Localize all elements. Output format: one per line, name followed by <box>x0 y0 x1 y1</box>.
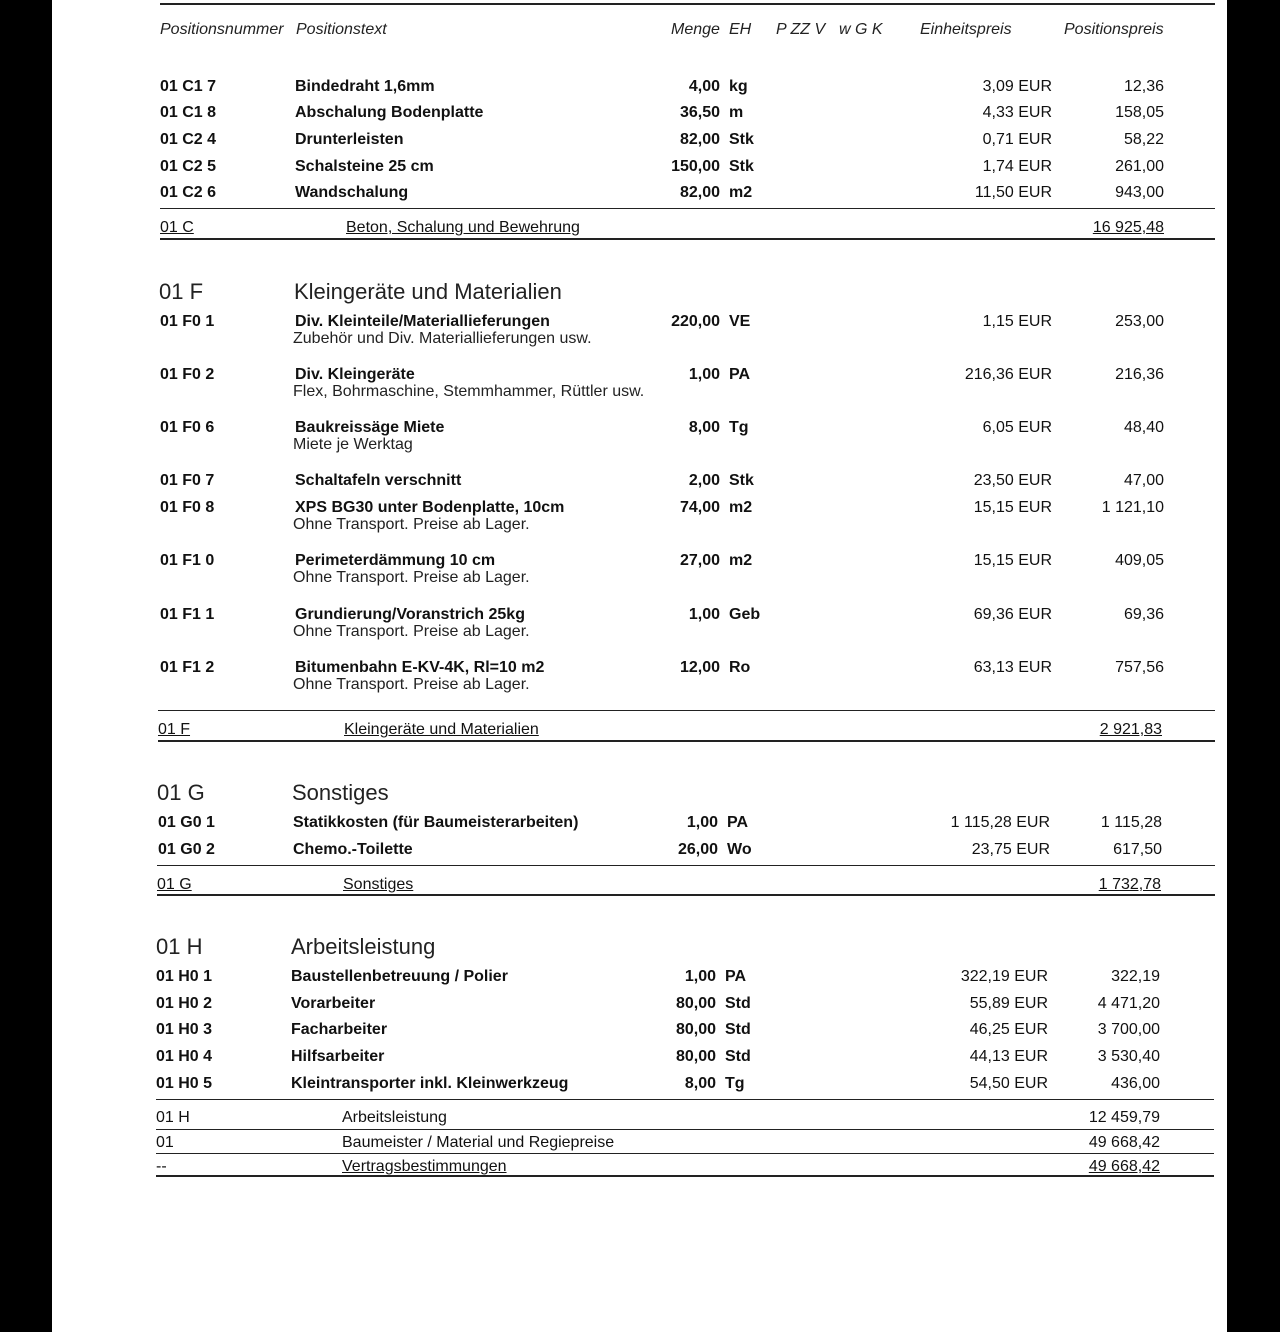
position-number: 01 G0 2 <box>158 841 215 858</box>
position-unit: kg <box>729 78 748 95</box>
position-unit: Geb <box>729 606 761 623</box>
position-subtext: Ohne Transport. Preise ab Lager. <box>293 569 530 586</box>
position-number: 01 G0 1 <box>158 814 215 831</box>
position-unit: Tg <box>725 1075 745 1092</box>
position-unit: PA <box>725 968 747 985</box>
position-title: Hilfsarbeiter <box>291 1048 385 1065</box>
position-title: Bitumenbahn E-KV-4K, Rl=10 m2 <box>295 659 545 676</box>
subtotal-code: 01 C <box>160 219 194 236</box>
position-title: Div. Kleinteile/Materiallieferungen <box>295 313 550 330</box>
position-unit: PA <box>729 366 751 383</box>
position-unit-price: 23,75 EUR <box>971 841 1050 858</box>
group-code: 01 F <box>159 279 204 304</box>
subtotal-underline <box>160 238 1215 240</box>
position-total: 617,50 <box>1113 841 1162 858</box>
position-quantity: 220,00 <box>671 313 720 330</box>
position-quantity: 26,00 <box>677 841 718 858</box>
subtotal-label: Kleingeräte und Materialien <box>344 721 539 738</box>
subtotal-amount: 1 732,78 <box>1098 876 1161 893</box>
position-unit-price: 55,89 EUR <box>969 995 1048 1012</box>
position-unit-price: 69,36 EUR <box>973 606 1052 623</box>
position-total: 261,00 <box>1115 158 1164 175</box>
position-total: 12,36 <box>1123 78 1164 95</box>
position-unit: m2 <box>729 499 753 516</box>
position-title: Vorarbeiter <box>291 995 376 1012</box>
position-total: 3 530,40 <box>1097 1048 1160 1065</box>
group-code: 01 H <box>156 934 203 959</box>
position-quantity: 1,00 <box>688 366 720 383</box>
subtotal-label: Beton, Schalung und Bewehrung <box>346 219 580 236</box>
position-total: 322,19 <box>1111 968 1160 985</box>
position-unit: Ro <box>729 659 751 676</box>
position-unit-price: 0,71 EUR <box>982 131 1052 148</box>
position-total: 47,00 <box>1123 472 1164 489</box>
header-eh: EH <box>729 21 752 38</box>
position-quantity: 1,00 <box>686 814 718 831</box>
header-einheitspreis: Einheitspreis <box>920 21 1012 38</box>
position-subtext: Ohne Transport. Preise ab Lager. <box>293 623 530 640</box>
position-number: 01 C2 5 <box>160 158 217 175</box>
document-page <box>52 0 1227 1332</box>
position-unit-price: 15,15 EUR <box>973 499 1052 516</box>
final-rule <box>156 1175 1214 1177</box>
position-unit-price: 1,15 EUR <box>982 313 1052 330</box>
position-unit: Tg <box>729 419 749 436</box>
position-unit: Stk <box>729 472 754 489</box>
group-title: Arbeitsleistung <box>291 934 436 959</box>
position-unit: m2 <box>729 184 753 201</box>
position-total: 253,00 <box>1115 313 1164 330</box>
position-number: 01 F0 1 <box>160 313 215 330</box>
subtotal-amount: 12 459,79 <box>1088 1109 1160 1126</box>
position-total: 436,00 <box>1111 1075 1160 1092</box>
position-unit-price: 4,33 EUR <box>982 104 1052 121</box>
position-unit-price: 23,50 EUR <box>973 472 1052 489</box>
position-title: Chemo.-Toilette <box>293 841 413 858</box>
position-total: 69,36 <box>1123 606 1164 623</box>
position-number: 01 F0 8 <box>160 499 215 516</box>
position-subtext: Zubehör und Div. Materiallieferungen usw. <box>293 330 592 347</box>
position-unit: Std <box>725 995 751 1012</box>
subtotal-code: 01 H <box>156 1109 190 1126</box>
subtotal-rule <box>157 865 1215 866</box>
position-number: 01 H0 5 <box>156 1075 213 1092</box>
position-subtext: Ohne Transport. Preise ab Lager. <box>293 676 530 693</box>
position-subtext: Ohne Transport. Preise ab Lager. <box>293 516 530 533</box>
position-title: Kleintransporter inkl. Kleinwerkzeug <box>291 1075 569 1092</box>
position-number: 01 F1 2 <box>160 659 215 676</box>
group-title: Sonstiges <box>292 780 389 805</box>
subtotal-rule <box>158 710 1215 711</box>
position-total: 216,36 <box>1115 366 1164 383</box>
position-unit: Stk <box>729 131 754 148</box>
position-quantity: 36,50 <box>679 104 720 121</box>
position-quantity: 74,00 <box>679 499 720 516</box>
subtotal-label: Arbeitsleistung <box>342 1109 447 1126</box>
subtotal-code: 01 F <box>158 721 191 738</box>
position-title: Drunterleisten <box>295 131 404 148</box>
subtotal-rule <box>156 1099 1214 1100</box>
header-positionstext: Positionstext <box>296 21 387 38</box>
position-quantity: 27,00 <box>679 552 720 569</box>
header-positionsnummer: Positionsnummer <box>160 21 284 38</box>
position-title: Abschalung Bodenplatte <box>295 104 484 121</box>
subtotal-underline <box>157 894 1215 896</box>
position-total: 58,22 <box>1123 131 1164 148</box>
position-title: Baustellenbetreuung / Polier <box>291 968 508 985</box>
position-total: 4 471,20 <box>1097 995 1160 1012</box>
position-title: Wandschalung <box>295 184 409 201</box>
position-title: Facharbeiter <box>291 1021 388 1038</box>
position-total: 1 121,10 <box>1101 499 1164 516</box>
position-total: 3 700,00 <box>1097 1021 1160 1038</box>
subtotal-amount: 49 668,42 <box>1088 1158 1160 1175</box>
position-title: Grundierung/Voranstrich 25kg <box>295 606 525 623</box>
subtotal-amount: 2 921,83 <box>1099 721 1162 738</box>
group-title: Kleingeräte und Materialien <box>294 279 562 304</box>
subtotal-code: 01 G <box>157 876 192 893</box>
position-quantity: 80,00 <box>675 1048 716 1065</box>
subtotal-label: Vertragsbestimmungen <box>342 1158 507 1175</box>
position-number: 01 F0 6 <box>160 419 215 436</box>
position-unit-price: 11,50 EUR <box>974 184 1052 201</box>
position-unit: Wo <box>727 841 752 858</box>
position-total: 158,05 <box>1115 104 1164 121</box>
position-unit-price: 15,15 EUR <box>973 552 1052 569</box>
position-number: 01 F0 7 <box>160 472 215 489</box>
position-title: Schalsteine 25 cm <box>295 158 434 175</box>
position-total: 1 115,28 <box>1100 814 1162 831</box>
position-quantity: 8,00 <box>688 419 720 436</box>
position-unit: VE <box>729 313 751 330</box>
position-number: 01 C1 7 <box>160 78 217 95</box>
position-unit: PA <box>727 814 749 831</box>
position-title: Baukreissäge Miete <box>295 419 445 436</box>
position-unit: Std <box>725 1021 751 1038</box>
position-unit-price: 63,13 EUR <box>973 659 1052 676</box>
position-quantity: 4,00 <box>688 78 720 95</box>
position-unit-price: 54,50 EUR <box>969 1075 1048 1092</box>
position-unit-price: 322,19 EUR <box>960 968 1048 985</box>
group-code: 01 G <box>157 780 205 805</box>
position-title: Bindedraht 1,6mm <box>295 78 435 95</box>
position-quantity: 82,00 <box>679 184 720 201</box>
header-pzzv: P ZZ V <box>776 21 826 38</box>
position-total: 48,40 <box>1123 419 1164 436</box>
position-number: 01 F1 0 <box>160 552 215 569</box>
position-unit: m <box>729 104 744 121</box>
position-number: 01 H0 1 <box>156 968 213 985</box>
position-total: 943,00 <box>1115 184 1164 201</box>
position-unit-price: 216,36 EUR <box>964 366 1052 383</box>
position-number: 01 H0 3 <box>156 1021 213 1038</box>
header-positionspreis: Positionspreis <box>1064 21 1164 38</box>
subtotal-rule <box>156 1129 1214 1130</box>
header-menge: Menge <box>671 21 720 38</box>
position-title: Schaltafeln verschnitt <box>295 472 462 489</box>
position-unit-price: 44,13 EUR <box>969 1048 1048 1065</box>
position-number: 01 C2 6 <box>160 184 217 201</box>
position-number: 01 H0 2 <box>156 995 213 1012</box>
position-quantity: 150,00 <box>671 158 720 175</box>
position-title: Statikkosten (für Baumeisterarbeiten) <box>293 814 579 831</box>
position-unit-price: 3,09 EUR <box>982 78 1052 95</box>
position-quantity: 12,00 <box>679 659 720 676</box>
position-unit: m2 <box>729 552 753 569</box>
subtotal-amount: 49 668,42 <box>1088 1134 1160 1151</box>
position-quantity: 80,00 <box>675 1021 716 1038</box>
subtotal-amount: 16 925,48 <box>1092 219 1164 236</box>
top-rule <box>160 3 1215 5</box>
position-title: XPS BG30 unter Bodenplatte, 10cm <box>295 499 565 516</box>
subtotal-label: Sonstiges <box>343 876 414 893</box>
position-unit-price: 1 115,28 EUR <box>950 814 1050 831</box>
position-subtext: Flex, Bohrmaschine, Stemmhammer, Rüttler usw. <box>293 383 645 400</box>
position-number: 01 F0 2 <box>160 366 215 383</box>
subtotal-rule <box>156 1153 1214 1154</box>
position-number: 01 C1 8 <box>160 104 217 121</box>
subtotal-label: Baumeister / Material und Regiepreise <box>342 1134 615 1151</box>
position-title: Perimeterdämmung 10 cm <box>295 552 496 569</box>
position-quantity: 2,00 <box>688 472 720 489</box>
subtotal-underline <box>158 740 1215 742</box>
position-unit: Std <box>725 1048 751 1065</box>
position-subtext: Miete je Werktag <box>293 436 413 453</box>
subtotal-rule <box>160 208 1215 209</box>
position-quantity: 80,00 <box>675 995 716 1012</box>
position-quantity: 1,00 <box>688 606 720 623</box>
position-total: 409,05 <box>1115 552 1164 569</box>
position-unit-price: 46,25 EUR <box>969 1021 1048 1038</box>
position-total: 757,56 <box>1115 659 1164 676</box>
position-unit: Stk <box>729 158 754 175</box>
header-wgk: w G K <box>839 21 883 38</box>
subtotal-code: 01 <box>156 1134 174 1151</box>
position-quantity: 82,00 <box>679 131 720 148</box>
subtotal-code: -- <box>156 1158 167 1175</box>
position-quantity: 1,00 <box>684 968 716 985</box>
position-number: 01 C2 4 <box>160 131 217 148</box>
position-unit-price: 1,74 EUR <box>982 158 1052 175</box>
position-number: 01 F1 1 <box>160 606 215 623</box>
position-unit-price: 6,05 EUR <box>982 419 1052 436</box>
position-title: Div. Kleingeräte <box>295 366 415 383</box>
position-quantity: 8,00 <box>684 1075 716 1092</box>
position-number: 01 H0 4 <box>156 1048 213 1065</box>
